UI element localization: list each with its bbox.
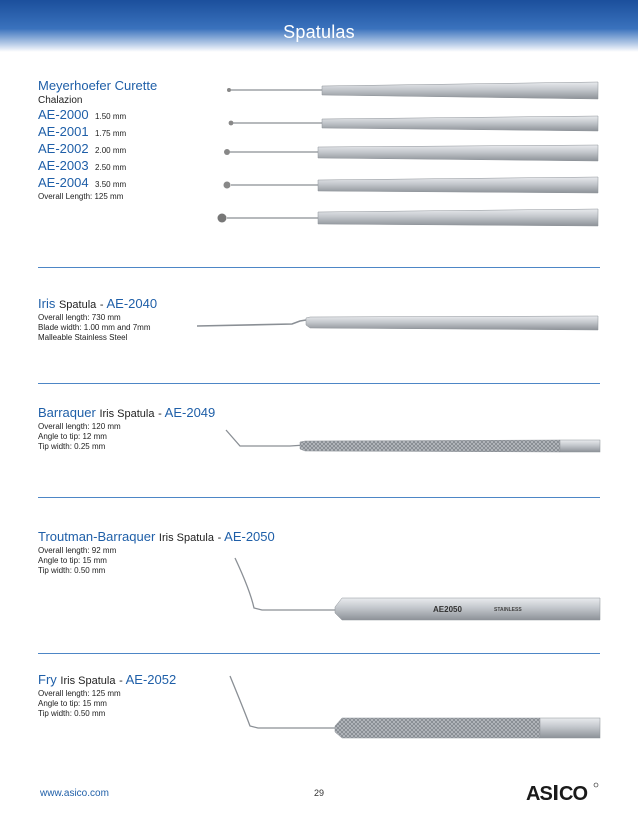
product-code: AE-2049 bbox=[164, 405, 216, 420]
cup-size: 2.00 mm bbox=[95, 146, 127, 155]
product-name: Troutman-Barraquer bbox=[38, 529, 156, 544]
spec-line: Overall length: 730 mm bbox=[38, 313, 121, 322]
spec-line: Tip width: 0.50 mm bbox=[38, 566, 106, 575]
product-type: Spatula bbox=[58, 299, 97, 311]
product-name: Iris bbox=[38, 296, 56, 311]
product-code: AE-2050 bbox=[224, 529, 275, 544]
product-code: AE-2001 bbox=[38, 124, 89, 139]
curette-image bbox=[224, 177, 599, 193]
overall-length: Overall Length: 125 mm bbox=[38, 192, 124, 201]
iris-spatula-image bbox=[0, 300, 638, 340]
product-code: AE-2040 bbox=[106, 296, 158, 311]
cup-size: 1.50 mm bbox=[95, 112, 127, 121]
fry-spatula-image bbox=[0, 670, 638, 750]
curette-image bbox=[227, 82, 598, 99]
svg-text:AS: AS bbox=[526, 783, 552, 805]
spec-line: Overall length: 120 mm bbox=[38, 422, 121, 431]
troutman-spatula-image bbox=[0, 550, 638, 630]
spec-line: Blade width: 1.00 mm and 7mm bbox=[38, 323, 151, 332]
spec-line: Angle to tip: 15 mm bbox=[38, 556, 107, 565]
page-title: Spatulas bbox=[283, 22, 355, 42]
product-name: Barraquer bbox=[38, 405, 96, 420]
spec-line: Malleable Stainless Steel bbox=[38, 333, 128, 342]
title-separator: - bbox=[119, 675, 123, 687]
spec-line: Overall length: 92 mm bbox=[38, 546, 117, 555]
barraquer-spatula-image bbox=[0, 420, 638, 460]
title-separator: - bbox=[99, 299, 104, 311]
section-divider bbox=[38, 383, 600, 384]
spec-line: Tip width: 0.25 mm bbox=[38, 442, 106, 451]
handle-engraving-code: AE2050 bbox=[433, 605, 462, 614]
cup-size: 2.50 mm bbox=[95, 163, 127, 172]
product-subtitle: Chalazion bbox=[38, 95, 83, 106]
product-code: AE-2052 bbox=[125, 672, 177, 687]
svg-text:CO: CO bbox=[559, 783, 587, 805]
spec-line: Overall length: 125 mm bbox=[38, 689, 121, 698]
product-code: AE-2002 bbox=[38, 141, 89, 156]
spec-line: Angle to tip: 12 mm bbox=[38, 432, 107, 441]
product-type: Iris Spatula bbox=[99, 408, 155, 420]
cup-size: 3.50 mm bbox=[95, 180, 127, 189]
section-divider bbox=[38, 497, 600, 498]
spec-line: Angle to tip: 15 mm bbox=[38, 699, 107, 708]
footer-website-link[interactable]: www.asico.com bbox=[40, 788, 109, 799]
page-number: 29 bbox=[313, 788, 324, 798]
product-title bbox=[38, 529, 598, 546]
product-name: Fry bbox=[38, 672, 57, 687]
product-type: Iris Spatula bbox=[60, 675, 116, 687]
curette-images bbox=[0, 0, 638, 260]
title-separator: - bbox=[217, 532, 222, 544]
title-separator: - bbox=[158, 408, 162, 420]
spec-line: Tip width: 0.50 mm bbox=[38, 709, 106, 718]
asico-logo bbox=[524, 780, 604, 806]
curette-image bbox=[218, 209, 599, 226]
product-code: AE-2003 bbox=[38, 158, 89, 173]
product-name: Meyerhoefer Curette bbox=[38, 78, 158, 93]
section-divider bbox=[38, 267, 600, 268]
curette-image bbox=[224, 145, 598, 161]
curette-image bbox=[229, 116, 598, 131]
section-divider bbox=[38, 653, 600, 654]
product-type: Iris Spatula bbox=[158, 532, 214, 544]
product-code: AE-2000 bbox=[38, 107, 89, 122]
product-code: AE-2004 bbox=[38, 175, 89, 190]
cup-size: 1.75 mm bbox=[95, 129, 127, 138]
handle-engraving-material: STAINLESS bbox=[494, 607, 522, 613]
